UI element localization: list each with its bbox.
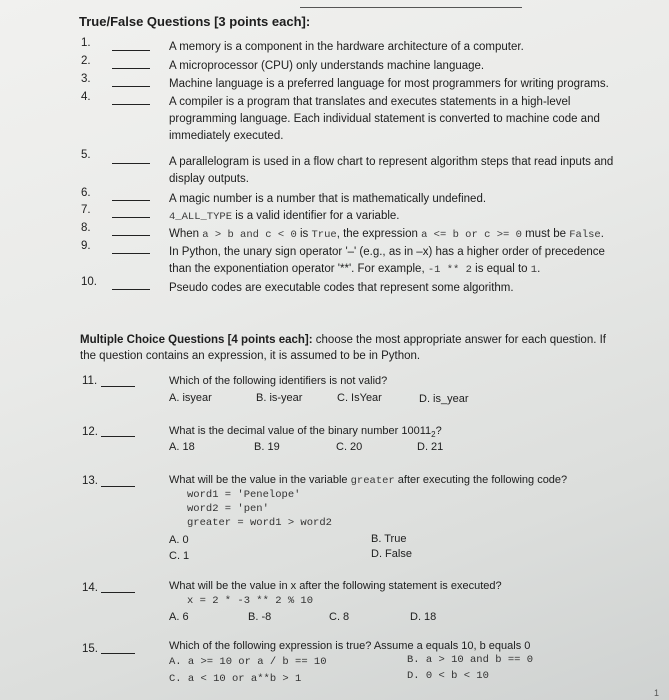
tf-section-title: True/False Questions [3 points each]:	[79, 14, 311, 29]
tf-question-4-line-2: programming language. Each individual statement is converted to machine code and	[169, 113, 600, 125]
q12-option-d: D. 21	[417, 441, 444, 453]
q12-option-c: C. 20	[336, 441, 363, 453]
tf-question-2: A microprocessor (CPU) only understands machine language.	[169, 60, 485, 72]
mc-question-15: Which of the following expression is true? Assume a equals 10, b equals 0	[169, 640, 531, 652]
answer-blank-11[interactable]	[101, 386, 135, 387]
q13-code-line-3: greater = word1 > word2	[187, 517, 332, 529]
page-number: 1	[653, 688, 659, 698]
q15-option-d: D. 0 < b < 10	[407, 670, 489, 682]
mc-number-13: 13.	[82, 475, 98, 487]
q13-option-d: D. False	[371, 548, 412, 560]
answer-blank-1[interactable]	[112, 50, 150, 51]
tf-number-8: 8.	[81, 222, 91, 234]
option-label: A. isyear	[169, 392, 212, 404]
mc-number-14: 14.	[82, 582, 98, 594]
q12-text: What is the decimal value of the binary number	[169, 425, 402, 437]
identifier-code: 4_ALL_TYPE	[169, 211, 233, 223]
q14-option-a: A. 6	[169, 611, 189, 623]
q9-text-2: is equal to	[471, 263, 531, 275]
answer-blank-12[interactable]	[101, 436, 135, 437]
q13-text-2: after executing the following code?	[394, 474, 568, 486]
q13-code-line-1: word1 = 'Penelope'	[187, 489, 301, 501]
tf-question-4-line-1: A compiler is a program that translates and executes statements in a high-level	[169, 96, 571, 108]
q11-option-a	[169, 392, 212, 404]
q8-code-1: a > b and c < 0	[202, 229, 297, 241]
q8-text-3: , the expression	[336, 228, 422, 240]
answer-blank-9[interactable]	[112, 253, 150, 254]
mc-question-14: What will be the value in x after the following statement is executed?	[169, 580, 502, 592]
answer-blank-13[interactable]	[101, 486, 135, 487]
q11-option-d: D. is_year	[419, 393, 469, 405]
answer-blank-7[interactable]	[112, 217, 150, 218]
q13-option-a: A. 0	[169, 534, 189, 546]
q8-text-5: .	[600, 228, 604, 240]
tf-number-9: 9.	[81, 240, 91, 252]
tf-question-1: A memory is a component in the hardware architecture of a computer.	[169, 41, 524, 53]
tf-number-5: 5.	[81, 149, 91, 161]
mc-section-title: Multiple Choice Questions [4 points each]:	[80, 334, 313, 346]
tf-question-4-line-3: immediately executed.	[169, 130, 284, 142]
answer-blank-4[interactable]	[112, 104, 150, 105]
answer-blank-2[interactable]	[112, 68, 150, 69]
mc-number-15: 15.	[82, 643, 98, 655]
q13-option-c: C. 1	[169, 550, 190, 562]
q9-code-1: -1 ** 2	[427, 264, 472, 276]
q15-option-c: C. a < 10 or a**b > 1	[169, 673, 302, 685]
q8-text-1: When	[169, 228, 203, 240]
q12-tail: ?	[435, 425, 442, 437]
q13-option-b: B. True	[371, 533, 407, 545]
q11-option-b: B. is-year	[256, 392, 303, 404]
q15-option-b: B. a > 10 and b == 0	[407, 654, 534, 666]
q14-option-d: D. 18	[410, 611, 437, 623]
q13-variable: greater	[350, 475, 395, 487]
mc-section-intro-line-1	[80, 333, 606, 347]
q9-text-3: .	[537, 263, 541, 275]
tf-number-6: 6.	[81, 187, 91, 199]
q14-option-b: B. -8	[248, 611, 272, 623]
tf-question-10: Pseudo codes are executable codes that represent some algorithm.	[169, 282, 514, 294]
tf-number-3: 3.	[81, 73, 91, 85]
q11-option-c: C. IsYear	[337, 392, 382, 404]
mc-question-12	[169, 424, 442, 442]
q12-option-a: A. 18	[169, 441, 195, 453]
answer-blank-6[interactable]	[112, 200, 150, 201]
answer-blank-5[interactable]	[112, 163, 150, 164]
binary-number: 10011	[401, 425, 432, 437]
tf-question-7-text: is a valid identifier for a variable.	[232, 210, 400, 222]
q15-option-a: A. a >= 10 or a / b == 10	[169, 656, 327, 668]
q8-code-3: a <= b or c >= 0	[421, 229, 522, 241]
q8-code-2: True	[311, 229, 337, 241]
answer-blank-10[interactable]	[112, 289, 150, 290]
binary-base: 2	[431, 430, 436, 440]
mc-intro-text: choose the most appropriate answer for each question. If	[312, 334, 606, 346]
q8-code-4: False	[569, 229, 601, 241]
answer-blank-8[interactable]	[112, 235, 150, 236]
tf-question-7	[169, 209, 399, 224]
tf-question-9-line-2	[169, 262, 540, 277]
tf-number-7: 7.	[81, 204, 91, 216]
tf-number-2: 2.	[81, 55, 91, 67]
tf-question-5-line-2: display outputs.	[169, 173, 249, 185]
tf-question-9-line-1: In Python, the unary sign operator '–' (e.g., as in –x) has a higher order of precedence	[169, 246, 605, 258]
tf-number-4: 4.	[81, 91, 91, 103]
tf-question-5-line-1: A parallelogram is used in a flow chart to represent algorithm steps that read inputs and	[169, 156, 614, 168]
q9-text-1: than the exponentiation operator '**'. For example,	[169, 263, 428, 275]
tf-number-10: 10.	[81, 276, 97, 288]
q9-code-2: 1	[530, 264, 538, 276]
tf-question-8	[169, 227, 604, 242]
mc-question-11: Which of the following identifiers is not valid?	[169, 375, 388, 387]
top-rule	[300, 7, 522, 8]
answer-blank-15[interactable]	[101, 653, 135, 654]
tf-question-6: A magic number is a number that is mathematically undefined.	[169, 193, 487, 205]
mc-section-intro-line-2: the question contains an expression, it is assumed to be in Python.	[80, 350, 421, 362]
q8-text-4: must be	[521, 228, 570, 240]
q13-code-line-2: word2 = 'pen'	[187, 503, 269, 515]
q13-text-1: What will be the value in the variable	[169, 474, 351, 486]
tf-number-1: 1.	[81, 37, 91, 49]
q12-option-b: B. 19	[254, 441, 280, 453]
mc-question-13	[169, 473, 567, 488]
q8-text-2: is	[296, 228, 312, 240]
answer-blank-14[interactable]	[101, 592, 135, 593]
tf-question-3: Machine language is a preferred language for most programmers for writing programs.	[169, 78, 609, 90]
answer-blank-3[interactable]	[112, 86, 150, 87]
q14-option-c: C. 8	[329, 611, 350, 623]
q14-code: x = 2 * -3 ** 2 % 10	[187, 595, 314, 607]
mc-number-12: 12.	[82, 426, 98, 438]
mc-number-11: 11.	[82, 375, 98, 387]
